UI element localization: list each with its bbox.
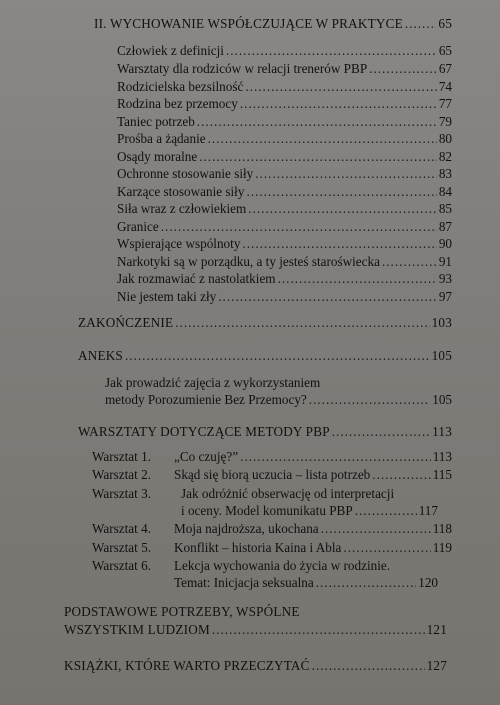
workshop-label: Warsztat 1. — [92, 449, 151, 464]
toc-entry-title: „Co czuję?” — [174, 449, 239, 464]
toc-leader-dots — [278, 271, 437, 287]
toc-entry-title: Warsztaty dla rodziców w relacji trenerów PBP — [117, 61, 368, 76]
toc-leader-dots — [240, 96, 437, 112]
toc-subentry[interactable] — [117, 96, 452, 112]
toc-leader-dots — [369, 61, 437, 77]
workshop-label: Warsztat 6. — [92, 558, 151, 573]
toc-entry-page: 120 — [418, 575, 438, 590]
toc-entry-page: 97 — [438, 289, 452, 304]
toc-entry-zakonczenie[interactable] — [78, 315, 452, 331]
toc-leader-dots — [240, 449, 431, 465]
toc-leader-dots — [199, 149, 437, 165]
toc-entry-title: Konflikt – historia Kaina i Abla — [174, 540, 342, 555]
toc-subentry[interactable] — [117, 166, 452, 182]
toc-entry-section-2[interactable] — [94, 16, 452, 32]
workshop-entry[interactable] — [174, 521, 452, 537]
toc-entry-page: 65 — [438, 43, 452, 58]
toc-entry-page: 91 — [438, 254, 452, 269]
toc-entry-page: 115 — [432, 467, 452, 482]
toc-entry-page: 84 — [438, 184, 452, 199]
workshop-label: Warsztat 3. — [92, 486, 151, 501]
toc-leader-dots — [208, 131, 437, 147]
toc-leader-dots — [405, 16, 437, 32]
toc-entry-title: Taniec potrzeb — [117, 114, 195, 129]
toc-entry-page: 67 — [438, 61, 452, 76]
toc-entry-aneks[interactable] — [78, 348, 452, 364]
toc-leader-dots — [255, 166, 437, 182]
toc-leader-dots — [197, 114, 437, 130]
workshop-label: Warsztat 4. — [92, 521, 151, 536]
toc-leader-dots — [246, 184, 436, 200]
toc-subentry[interactable] — [117, 236, 452, 252]
toc-subentry[interactable] — [117, 61, 452, 77]
toc-entry-title: WARSZTATY DOTYCZĄCE METODY PBP — [78, 424, 330, 439]
toc-entry-title: Prośba a żądanie — [117, 131, 206, 146]
toc-subentry[interactable] — [117, 43, 452, 59]
toc-leader-dots — [125, 348, 430, 364]
toc-entry-page: 79 — [438, 114, 452, 129]
toc-entry-title: i oceny. Model komunikatu PBP — [181, 503, 353, 518]
toc-entry-page: 105 — [431, 348, 452, 363]
workshop-label: Warsztat 2. — [92, 467, 151, 482]
toc-subentry-line: Jak prowadzić zajęcia z wykorzystaniem — [105, 375, 321, 390]
toc-entry-page: 83 — [438, 166, 452, 181]
toc-entry-page: 77 — [438, 96, 452, 111]
toc-entry-page: 113 — [432, 424, 452, 439]
toc-entry-ksiazki[interactable] — [64, 658, 447, 674]
toc-subentry[interactable] — [105, 392, 452, 408]
toc-entry-title: II. WYCHOWANIE WSPÓŁCZUJĄCE W PRAKTYCE — [94, 16, 403, 31]
toc-subentry[interactable] — [117, 184, 452, 200]
toc-entry-title: KSIĄŻKI, KTÓRE WARTO PRZECZYTAĆ — [64, 658, 310, 673]
toc-entry-title: Rodzicielska bezsilność — [117, 79, 244, 94]
toc-leader-dots — [161, 219, 437, 235]
toc-entry-title: Karzące stosowanie siły — [117, 184, 245, 199]
workshop-entry[interactable] — [174, 540, 452, 556]
toc-subentry[interactable] — [117, 201, 452, 217]
workshop-entry[interactable] — [174, 467, 452, 483]
toc-entry-title: Jak rozmawiać z nastolatkiem — [117, 271, 276, 286]
toc-entry-title: Rodzina bez przemocy — [117, 96, 238, 111]
toc-leader-dots — [321, 521, 431, 537]
toc-leader-dots — [309, 392, 430, 408]
toc-entry-title: WSZYSTKIM LUDZIOM — [64, 622, 210, 637]
toc-entry-page: 90 — [438, 236, 452, 251]
toc-entry-title: Narkotyki są w porządku, a ty jesteś staroświecka — [117, 254, 380, 269]
toc-entry-title: Moja najdroższa, ukochana — [174, 521, 319, 536]
toc-entry-title: Osądy moralne — [117, 149, 198, 164]
toc-entry-title: Ochronne stosowanie siły — [117, 166, 254, 181]
toc-leader-dots — [355, 503, 417, 519]
toc-subentry[interactable] — [117, 149, 452, 165]
toc-leader-dots — [343, 540, 430, 556]
toc-leader-dots — [372, 467, 430, 483]
toc-entry-warsztaty[interactable] — [78, 424, 452, 440]
workshop-entry[interactable] — [174, 575, 438, 591]
toc-entry-page: 105 — [432, 392, 452, 407]
toc-entry-page: 87 — [438, 219, 452, 234]
toc-leader-dots — [242, 236, 436, 252]
toc-entry-title: Temat: Inicjacja seksualna — [174, 575, 314, 590]
toc-leader-dots — [226, 43, 437, 59]
toc-leader-dots — [245, 79, 436, 95]
toc-entry-title: Siła wraz z człowiekiem — [117, 201, 247, 216]
toc-entry-line: PODSTAWOWE POTRZEBY, WSPÓLNE — [64, 604, 300, 619]
toc-leader-dots — [175, 315, 429, 331]
toc-entry-title: Wspierające wspólnoty — [117, 236, 241, 251]
toc-entry-title: metody Porozumienie Bez Przemocy? — [105, 392, 307, 407]
workshop-entry-line: Jak odróżnić obserwację od interpretacji — [181, 486, 395, 501]
toc-entry-page: 82 — [438, 149, 452, 164]
toc-entry-page: 74 — [438, 79, 452, 94]
toc-entry-title: Granice — [117, 219, 159, 234]
toc-entry-page: 118 — [432, 521, 452, 536]
workshop-entry[interactable] — [174, 449, 452, 465]
toc-subentry[interactable] — [117, 131, 452, 147]
toc-subentry[interactable] — [117, 79, 452, 95]
toc-entry-potrzeby[interactable] — [64, 622, 447, 638]
toc-subentry[interactable] — [117, 289, 452, 305]
toc-leader-dots — [316, 575, 417, 591]
toc-subentry[interactable] — [117, 219, 452, 235]
toc-entry-page: 113 — [432, 449, 452, 464]
toc-entry-title: Nie jestem taki zły — [117, 289, 217, 304]
toc-entry-title: Człowiek z definicji — [117, 43, 224, 58]
toc-leader-dots — [248, 201, 437, 217]
toc-subentry[interactable] — [117, 271, 452, 287]
toc-subentry[interactable] — [117, 114, 452, 130]
toc-leader-dots — [312, 658, 425, 674]
toc-entry-page: 80 — [438, 131, 452, 146]
toc-entry-page: 93 — [438, 271, 452, 286]
toc-entry-page: 65 — [438, 16, 452, 31]
toc-entry-page: 117 — [418, 503, 438, 518]
toc-entry-title: Skąd się biorą uczucia – lista potrzeb — [174, 467, 371, 482]
toc-leader-dots — [332, 424, 430, 440]
workshop-label: Warsztat 5. — [92, 540, 151, 555]
toc-leader-dots — [382, 254, 437, 270]
toc-subentry[interactable] — [117, 254, 452, 270]
workshop-entry[interactable] — [181, 503, 438, 519]
toc-entry-title: ANEKS — [78, 348, 123, 363]
toc-leader-dots — [212, 622, 425, 638]
toc-leader-dots — [218, 289, 437, 305]
toc-entry-page: 127 — [426, 658, 447, 673]
toc-entry-title: ZAKOŃCZENIE — [78, 315, 174, 330]
toc-entry-page: 85 — [438, 201, 452, 216]
toc-entry-page: 119 — [432, 540, 452, 555]
toc-entry-page: 121 — [426, 622, 447, 637]
toc-entry-page: 103 — [431, 315, 452, 330]
workshop-entry-line: Lekcja wychowania do życia w rodzinie. — [174, 558, 391, 573]
